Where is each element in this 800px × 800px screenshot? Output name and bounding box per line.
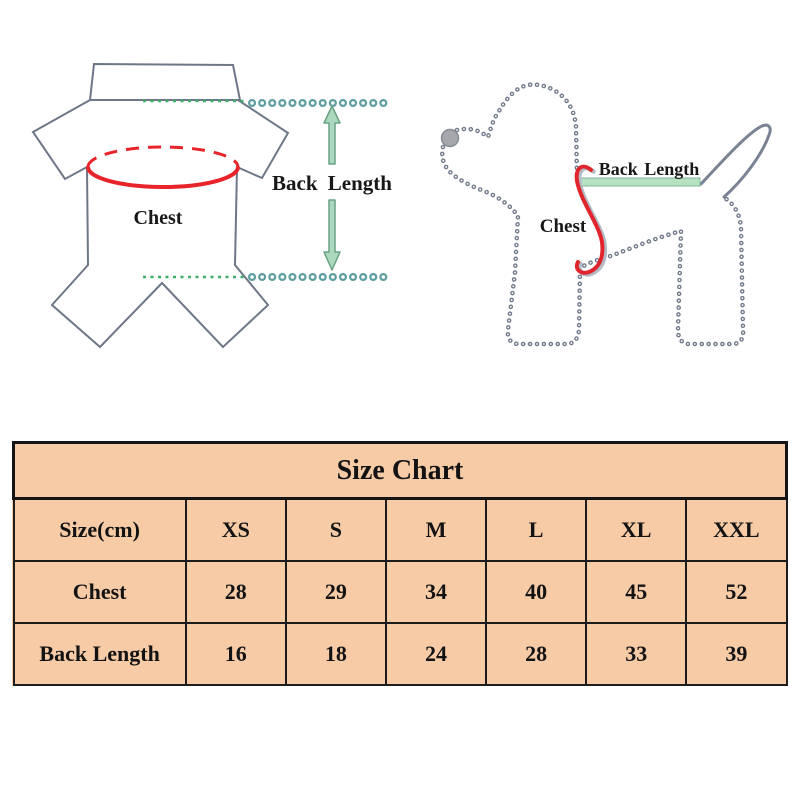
dog-chest-label: Chest bbox=[539, 216, 587, 237]
size-chart-title-row bbox=[14, 443, 787, 499]
chest-m: 34 bbox=[386, 561, 486, 623]
back-length-xxl: 39 bbox=[686, 623, 786, 685]
header-xxl: XXL bbox=[686, 499, 786, 562]
header-m: M bbox=[386, 499, 486, 562]
garment-collar-outline bbox=[90, 64, 240, 100]
garment-chest-label: Chest bbox=[133, 207, 183, 229]
chest-row bbox=[14, 561, 787, 623]
back-length-m: 24 bbox=[386, 623, 486, 685]
chest-row-label: Chest bbox=[14, 561, 186, 623]
dog-nose bbox=[442, 130, 459, 147]
size-chart-title: Size Chart bbox=[14, 443, 787, 499]
garment-diagram bbox=[33, 64, 392, 347]
header-s: S bbox=[286, 499, 386, 562]
chest-l: 40 bbox=[486, 561, 586, 623]
chest-s: 29 bbox=[286, 561, 386, 623]
back-length-xl: 33 bbox=[586, 623, 686, 685]
back-length-row bbox=[14, 623, 787, 685]
size-chart-header-row bbox=[14, 499, 787, 562]
chest-xxl: 52 bbox=[686, 561, 786, 623]
chest-xs: 28 bbox=[186, 561, 286, 623]
back-length-bar bbox=[577, 178, 700, 186]
back-length-row-label: Back Length bbox=[14, 623, 186, 685]
size-chart-table bbox=[12, 441, 788, 686]
back-length-l: 28 bbox=[486, 623, 586, 685]
header-xs: XS bbox=[186, 499, 286, 562]
back-length-s: 18 bbox=[286, 623, 386, 685]
header-xl: XL bbox=[586, 499, 686, 562]
arrow-up-icon bbox=[324, 106, 340, 164]
back-length-xs: 16 bbox=[186, 623, 286, 685]
arrow-down-icon bbox=[324, 200, 340, 270]
chest-xl: 45 bbox=[586, 561, 686, 623]
header-l: L bbox=[486, 499, 586, 562]
dog-diagram bbox=[442, 85, 771, 344]
dog-back-length-label: Back Length bbox=[598, 159, 700, 179]
garment-back-length-label: Back Length bbox=[272, 171, 392, 195]
dog-tail-outline bbox=[701, 125, 770, 197]
header-size-cm: Size(cm) bbox=[14, 499, 186, 562]
